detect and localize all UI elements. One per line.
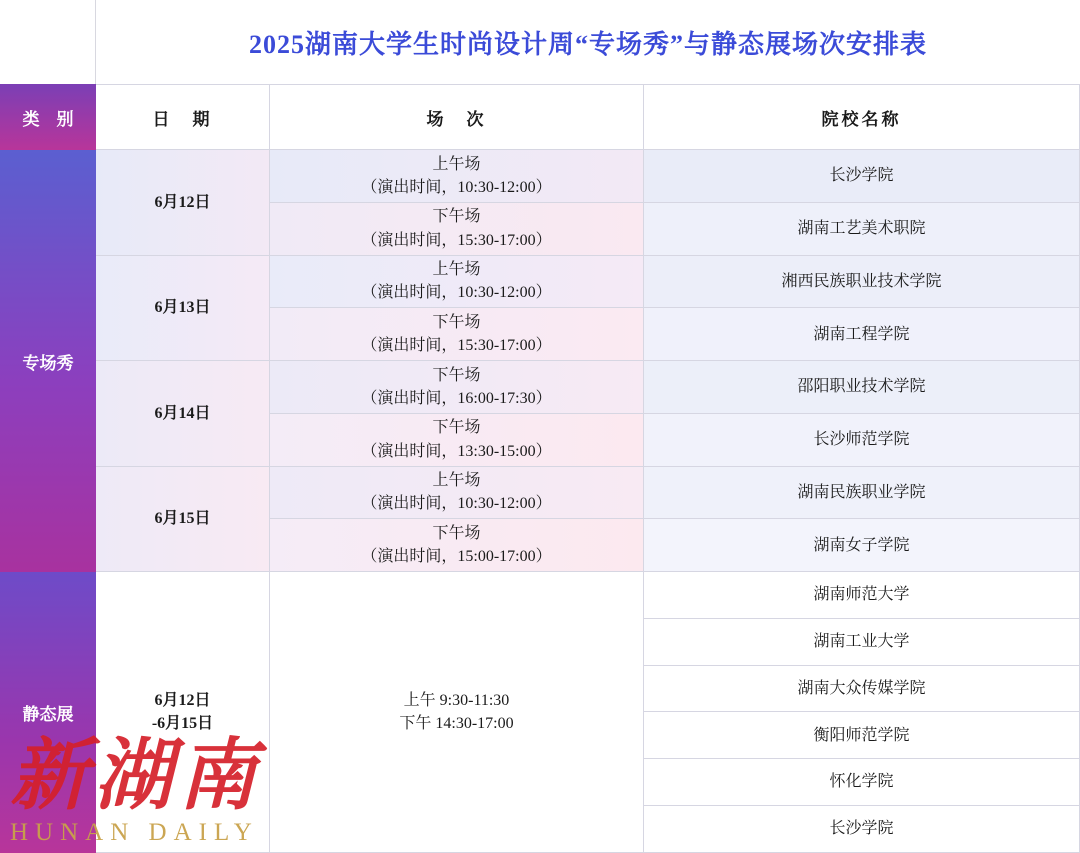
session-time: （演出时间，15:00-17:00） (361, 548, 552, 566)
header-date: 日 期 (96, 84, 270, 150)
school-cell: 湖南工艺美术职院 (644, 203, 1080, 256)
static-date-line1: 6月12日 (154, 691, 211, 709)
session-title: 下午场 (432, 366, 481, 384)
date-cell: 6月15日 (96, 467, 270, 573)
session-cell (270, 150, 644, 203)
session-time: （演出时间，13:30-15:00） (361, 442, 552, 460)
title-cell (96, 0, 1080, 84)
header-category: 类 别 (0, 84, 96, 150)
school-cell: 湖南民族职业学院 (644, 467, 1080, 520)
title-left-spacer (0, 0, 96, 84)
session-title: 下午场 (432, 524, 481, 542)
session-cell (270, 361, 644, 414)
static-session-afternoon: 下午 14:30-17:00 (399, 715, 514, 732)
category-cell-show: 专场秀 (0, 150, 96, 572)
school-cell: 邵阳职业技术学院 (644, 361, 1080, 414)
page-title: 2025湖南大学生时尚设计周“专场秀”与静态展场次安排表 (248, 29, 927, 59)
school-cell: 长沙师范学院 (644, 414, 1080, 467)
session-time: （演出时间，16:00-17:30） (361, 389, 552, 407)
session-time: （演出时间，10:30-12:00） (361, 495, 552, 513)
static-school-cell: 湖南大众传媒学院 (644, 666, 1080, 713)
session-cell (270, 414, 644, 467)
static-session-morning: 上午 9:30-11:30 (403, 691, 510, 709)
school-cell: 湖南工程学院 (644, 308, 1080, 361)
static-school-cell: 湖南工业大学 (644, 619, 1080, 666)
static-school-cell: 衡阳师范学院 (644, 712, 1080, 759)
school-cell: 湘西民族职业技术学院 (644, 256, 1080, 309)
session-title: 下午场 (432, 208, 481, 226)
date-column (96, 150, 270, 853)
static-date-line2: -6月15日 (151, 715, 214, 732)
static-session-cell (270, 572, 644, 853)
static-school-cell: 怀化学院 (644, 759, 1080, 806)
static-school-cell: 长沙学院 (644, 806, 1080, 853)
session-time: （演出时间，15:30-17:00） (361, 337, 552, 355)
session-time: （演出时间，15:30-17:00） (361, 231, 552, 249)
table-body (0, 150, 1080, 853)
session-title: 下午场 (432, 419, 481, 437)
header-session: 场 次 (270, 84, 644, 150)
date-cell: 6月13日 (96, 256, 270, 362)
category-cell-static: 静态展 (0, 572, 96, 853)
session-title: 上午场 (432, 472, 481, 490)
session-title: 上午场 (432, 155, 481, 173)
session-cell (270, 519, 644, 572)
watermark-logo-en: HUNAN DAILY (10, 819, 259, 846)
date-cell: 6月14日 (96, 361, 270, 467)
session-title: 下午场 (432, 313, 481, 331)
static-school-cell: 湖南师范大学 (644, 572, 1080, 619)
session-cell (270, 308, 644, 361)
session-cell (270, 203, 644, 256)
session-cell (270, 256, 644, 309)
table-header-row (0, 84, 1080, 150)
school-cell: 湖南女子学院 (644, 519, 1080, 572)
title-row (0, 0, 1080, 84)
session-cell (270, 467, 644, 520)
school-column (644, 150, 1080, 853)
school-cell: 长沙学院 (644, 150, 1080, 203)
session-title: 上午场 (432, 261, 481, 279)
category-column (0, 150, 96, 853)
date-cell: 6月12日 (96, 150, 270, 256)
session-column (270, 150, 644, 853)
watermark-logo-cn: 新湖南 (10, 732, 263, 819)
session-time: （演出时间，10:30-12:00） (361, 284, 552, 302)
static-date-cell (96, 572, 270, 853)
header-school: 院校名称 (644, 84, 1080, 150)
session-time: （演出时间，10:30-12:00） (361, 178, 552, 196)
